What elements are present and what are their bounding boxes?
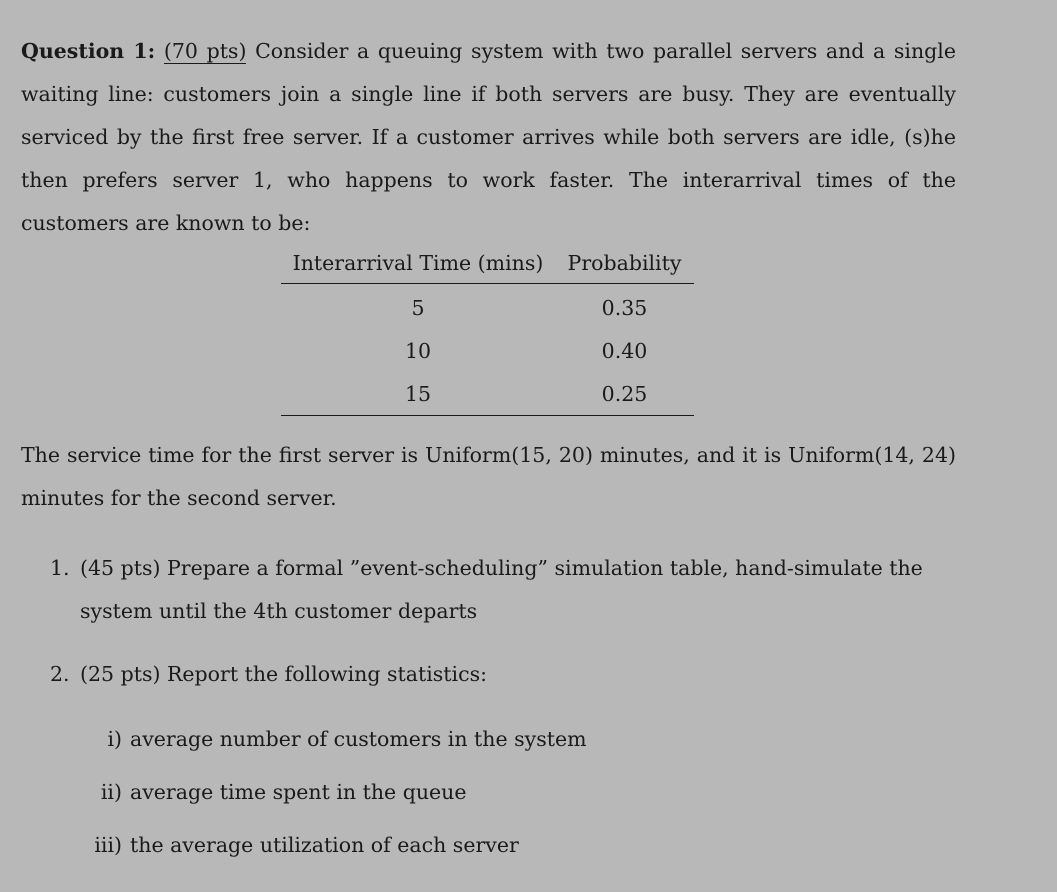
statistic-item-1 [107,718,830,761]
question-points: (70 pts) [163,39,247,63]
statistic-number: ii) [100,780,122,804]
statistic-item-2 [100,771,830,814]
table-cell-probability: 0.25 [555,372,694,416]
statistic-number: i) [107,727,122,751]
task-number: 2. [50,662,70,686]
table-cell-probability: 0.40 [601,338,648,363]
service-time-paragraph: The service time for the first server is Uniform(15, 20) minutes, and it is Uniform(14, 24) minutes for the second server. [21,443,956,510]
statistic-text: average number of customers in the system [130,727,587,751]
task-item-1 [50,547,970,633]
statistic-text: average time spent in the queue [130,780,467,804]
interarrival-table [281,246,694,416]
table-header-probability: Probability [555,246,694,284]
question-intro-text: Consider a queuing system with two parallel servers and a single waiting line: customers join a single line if both servers are busy. They are eventually serviced by the first free server. If a customer arrives while both servers are idle, (s)he then prefers server 1, who happens to work faster. The interarrival times of the customers are known to be: [21,39,956,235]
table-cell-probability: 0.35 [601,295,648,320]
table-row [281,372,694,416]
statistic-text: the average utilization of each server [130,833,519,857]
question-label: Question 1: [21,39,156,63]
table-header-interarrival: Interarrival Time (mins) [281,246,555,284]
table-cell-interarrival: 5 [411,295,425,320]
task-text: (25 pts) Report the following statistics: [80,662,487,686]
task-text: (45 pts) Prepare a formal ”event-scheduling” simulation table, hand-simulate the system until the 4th customer departs [80,556,923,623]
table-cell-interarrival: 10 [404,338,432,363]
question-intro-paragraph [21,30,956,245]
table-row [281,284,694,330]
task-item-2 [50,653,970,696]
statistic-item-3 [94,824,830,867]
statistic-number: iii) [94,833,122,857]
table-cell-interarrival: 15 [281,372,555,416]
table-header-row [281,246,694,284]
task-number: 1. [50,556,70,580]
table-row [281,329,694,372]
